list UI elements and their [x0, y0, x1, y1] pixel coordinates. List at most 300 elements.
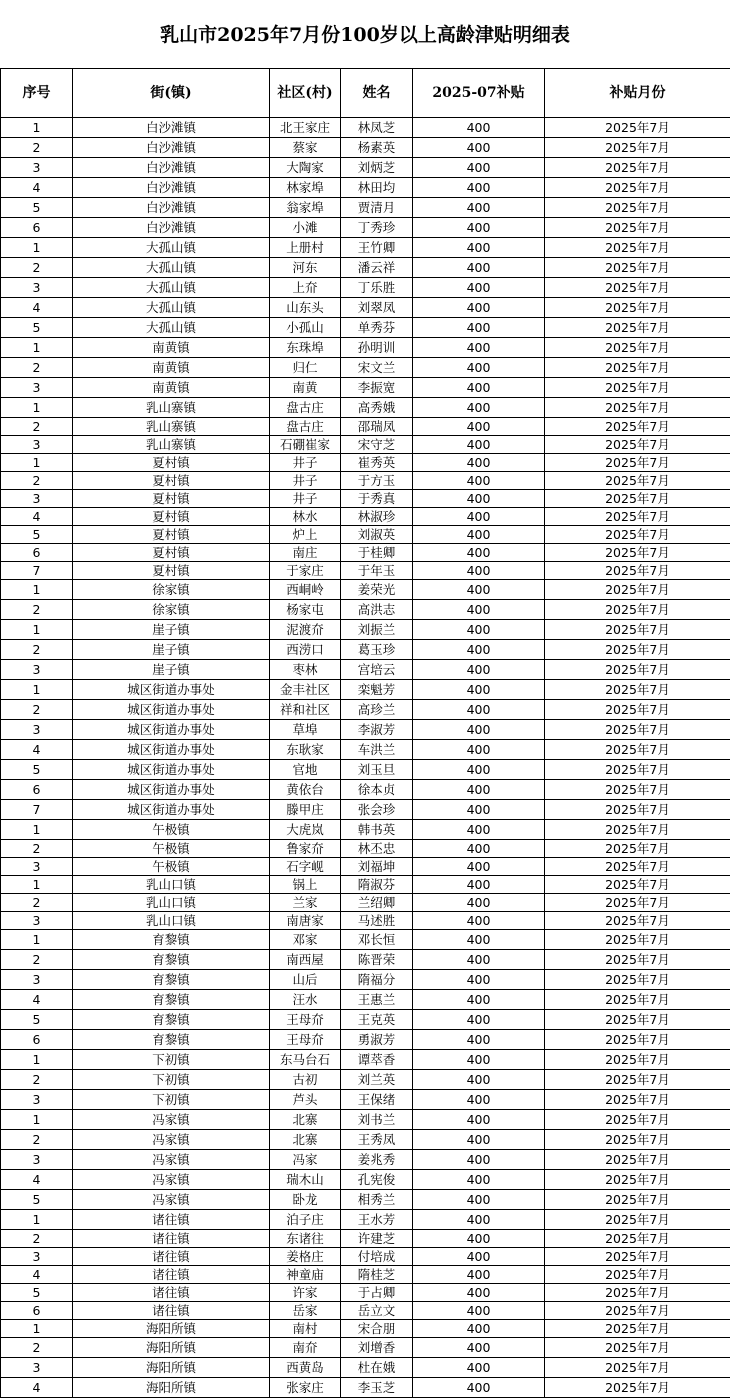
cell-subsidy: 400 — [413, 1110, 545, 1130]
table-row — [1, 800, 730, 820]
cell-name: 高洪志 — [341, 600, 413, 620]
cell-name: 姜荣光 — [341, 580, 413, 600]
cell-name: 宋文兰 — [341, 358, 413, 378]
table-row — [1, 218, 730, 238]
cell-no: 3 — [1, 1150, 73, 1170]
cell-village: 炉上 — [270, 526, 341, 544]
cell-no: 5 — [1, 1190, 73, 1210]
cell-subsidy: 400 — [413, 218, 545, 238]
cell-subsidy: 400 — [413, 1010, 545, 1030]
cell-town: 午极镇 — [73, 858, 270, 876]
cell-town: 南黄镇 — [73, 378, 270, 398]
cell-village: 林水 — [270, 508, 341, 526]
cell-village: 南黄 — [270, 378, 341, 398]
table-row — [1, 158, 730, 178]
cell-name: 林丕忠 — [341, 840, 413, 858]
cell-name: 李振宽 — [341, 378, 413, 398]
cell-name: 许建芝 — [341, 1230, 413, 1248]
cell-name: 于秀真 — [341, 490, 413, 508]
table-row — [1, 1210, 730, 1230]
cell-village: 小滩 — [270, 218, 341, 238]
table-row — [1, 950, 730, 970]
cell-subsidy: 400 — [413, 1070, 545, 1090]
cell-no: 2 — [1, 1230, 73, 1248]
cell-name: 于占卿 — [341, 1284, 413, 1302]
cell-subsidy: 400 — [413, 278, 545, 298]
cell-village: 冯家 — [270, 1150, 341, 1170]
table-row — [1, 760, 730, 780]
cell-name: 丁乐胜 — [341, 278, 413, 298]
cell-no: 7 — [1, 800, 73, 820]
table-row — [1, 472, 730, 490]
cell-village: 草埠 — [270, 720, 341, 740]
cell-month: 2025年7月 — [545, 660, 730, 680]
cell-village: 官地 — [270, 760, 341, 780]
cell-village: 南夼 — [270, 1338, 341, 1358]
cell-name: 丁秀珍 — [341, 218, 413, 238]
cell-village: 翁家埠 — [270, 198, 341, 218]
cell-name: 潘云祥 — [341, 258, 413, 278]
cell-town: 海阳所镇 — [73, 1320, 270, 1338]
cell-village: 北寨 — [270, 1110, 341, 1130]
table-row — [1, 700, 730, 720]
cell-name: 王竹卿 — [341, 238, 413, 258]
cell-subsidy: 400 — [413, 318, 545, 338]
cell-subsidy: 400 — [413, 526, 545, 544]
cell-town: 海阳所镇 — [73, 1378, 270, 1398]
cell-town: 诸往镇 — [73, 1248, 270, 1266]
cell-village: 盘古庄 — [270, 398, 341, 418]
cell-subsidy: 400 — [413, 1130, 545, 1150]
cell-month: 2025年7月 — [545, 780, 730, 800]
cell-name: 隋淑芬 — [341, 876, 413, 894]
cell-name: 林淑珍 — [341, 508, 413, 526]
cell-no: 2 — [1, 472, 73, 490]
cell-month: 2025年7月 — [545, 1090, 730, 1110]
cell-name: 宋合朋 — [341, 1320, 413, 1338]
cell-no: 3 — [1, 1248, 73, 1266]
cell-month: 2025年7月 — [545, 858, 730, 876]
cell-subsidy: 400 — [413, 600, 545, 620]
cell-subsidy: 400 — [413, 700, 545, 720]
table-row — [1, 580, 730, 600]
cell-town: 徐家镇 — [73, 580, 270, 600]
cell-subsidy: 400 — [413, 1150, 545, 1170]
table-row — [1, 1378, 730, 1398]
cell-village: 杨家屯 — [270, 600, 341, 620]
table-row — [1, 780, 730, 800]
cell-no: 2 — [1, 258, 73, 278]
cell-subsidy: 400 — [413, 780, 545, 800]
cell-village: 金丰社区 — [270, 680, 341, 700]
cell-town: 白沙滩镇 — [73, 198, 270, 218]
cell-month: 2025年7月 — [545, 1150, 730, 1170]
cell-month: 2025年7月 — [545, 378, 730, 398]
cell-village: 许家 — [270, 1284, 341, 1302]
cell-no: 1 — [1, 930, 73, 950]
cell-subsidy: 400 — [413, 1302, 545, 1320]
cell-subsidy: 400 — [413, 990, 545, 1010]
cell-month: 2025年7月 — [545, 526, 730, 544]
cell-no: 2 — [1, 700, 73, 720]
cell-month: 2025年7月 — [545, 398, 730, 418]
cell-village: 鲁家夼 — [270, 840, 341, 858]
cell-month: 2025年7月 — [545, 1130, 730, 1150]
cell-village: 石字岘 — [270, 858, 341, 876]
cell-town: 乳山寨镇 — [73, 418, 270, 436]
cell-name: 韩书英 — [341, 820, 413, 840]
header-month: 补贴月份 — [545, 69, 730, 118]
table-row — [1, 118, 730, 138]
cell-no: 3 — [1, 278, 73, 298]
cell-subsidy: 400 — [413, 158, 545, 178]
cell-month: 2025年7月 — [545, 1248, 730, 1266]
cell-no: 5 — [1, 1010, 73, 1030]
cell-town: 城区街道办事处 — [73, 740, 270, 760]
cell-no: 1 — [1, 454, 73, 472]
table-row — [1, 358, 730, 378]
cell-subsidy: 400 — [413, 1266, 545, 1284]
cell-subsidy: 400 — [413, 378, 545, 398]
cell-month: 2025年7月 — [545, 600, 730, 620]
cell-name: 陈晋荣 — [341, 950, 413, 970]
cell-village: 于家庄 — [270, 562, 341, 580]
cell-no: 7 — [1, 562, 73, 580]
cell-no: 2 — [1, 358, 73, 378]
cell-name: 付培成 — [341, 1248, 413, 1266]
cell-town: 大孤山镇 — [73, 278, 270, 298]
cell-no: 1 — [1, 580, 73, 600]
cell-subsidy: 400 — [413, 258, 545, 278]
cell-town: 城区街道办事处 — [73, 720, 270, 740]
cell-village: 枣林 — [270, 660, 341, 680]
header-no: 序号 — [1, 69, 73, 118]
cell-month: 2025年7月 — [545, 1050, 730, 1070]
cell-subsidy: 400 — [413, 930, 545, 950]
cell-town: 大孤山镇 — [73, 318, 270, 338]
table-row — [1, 562, 730, 580]
table-row — [1, 1320, 730, 1338]
table-row — [1, 258, 730, 278]
cell-no: 4 — [1, 1266, 73, 1284]
cell-month: 2025年7月 — [545, 740, 730, 760]
cell-no: 4 — [1, 1170, 73, 1190]
cell-subsidy: 400 — [413, 138, 545, 158]
cell-name: 孙明训 — [341, 338, 413, 358]
cell-name: 张会珍 — [341, 800, 413, 820]
cell-town: 育黎镇 — [73, 970, 270, 990]
cell-subsidy: 400 — [413, 418, 545, 436]
cell-no: 1 — [1, 1050, 73, 1070]
cell-village: 上夼 — [270, 278, 341, 298]
cell-town: 育黎镇 — [73, 1030, 270, 1050]
cell-month: 2025年7月 — [545, 1030, 730, 1050]
cell-name: 宫培云 — [341, 660, 413, 680]
cell-town: 城区街道办事处 — [73, 780, 270, 800]
cell-name: 隋福分 — [341, 970, 413, 990]
cell-name: 王保绪 — [341, 1090, 413, 1110]
table-row — [1, 1190, 730, 1210]
cell-subsidy: 400 — [413, 820, 545, 840]
cell-month: 2025年7月 — [545, 1010, 730, 1030]
cell-name: 刘淑英 — [341, 526, 413, 544]
header-town: 街(镇) — [73, 69, 270, 118]
cell-village: 泥渡夼 — [270, 620, 341, 640]
cell-village: 芦头 — [270, 1090, 341, 1110]
subsidy-table — [0, 68, 730, 1398]
cell-village: 井子 — [270, 490, 341, 508]
cell-town: 育黎镇 — [73, 950, 270, 970]
cell-subsidy: 400 — [413, 198, 545, 218]
table-row — [1, 318, 730, 338]
cell-no: 3 — [1, 1358, 73, 1378]
cell-month: 2025年7月 — [545, 178, 730, 198]
cell-no: 6 — [1, 1302, 73, 1320]
cell-name: 杨素英 — [341, 138, 413, 158]
cell-month: 2025年7月 — [545, 720, 730, 740]
table-row — [1, 1050, 730, 1070]
cell-no: 4 — [1, 508, 73, 526]
table-row — [1, 1338, 730, 1358]
cell-no: 1 — [1, 338, 73, 358]
cell-town: 诸往镇 — [73, 1284, 270, 1302]
cell-town: 冯家镇 — [73, 1150, 270, 1170]
sheet-title: 乳山市2025年7月份100岁以上高龄津贴明细表 — [160, 24, 570, 46]
cell-village: 井子 — [270, 454, 341, 472]
cell-month: 2025年7月 — [545, 970, 730, 990]
cell-no: 1 — [1, 118, 73, 138]
cell-month: 2025年7月 — [545, 760, 730, 780]
cell-month: 2025年7月 — [545, 472, 730, 490]
cell-subsidy: 400 — [413, 950, 545, 970]
cell-name: 李玉芝 — [341, 1378, 413, 1398]
cell-name: 于年玉 — [341, 562, 413, 580]
cell-town: 白沙滩镇 — [73, 218, 270, 238]
cell-no: 3 — [1, 720, 73, 740]
cell-subsidy: 400 — [413, 398, 545, 418]
cell-month: 2025年7月 — [545, 218, 730, 238]
cell-no: 2 — [1, 1070, 73, 1090]
table-row — [1, 820, 730, 840]
cell-town: 城区街道办事处 — [73, 800, 270, 820]
cell-month: 2025年7月 — [545, 894, 730, 912]
cell-town: 下初镇 — [73, 1090, 270, 1110]
cell-town: 乳山寨镇 — [73, 398, 270, 418]
table-row — [1, 1130, 730, 1150]
cell-month: 2025年7月 — [545, 418, 730, 436]
cell-no: 3 — [1, 1090, 73, 1110]
cell-village: 张家庄 — [270, 1378, 341, 1398]
cell-town: 诸往镇 — [73, 1230, 270, 1248]
cell-month: 2025年7月 — [545, 454, 730, 472]
cell-no: 3 — [1, 436, 73, 454]
table-row — [1, 298, 730, 318]
cell-town: 海阳所镇 — [73, 1338, 270, 1358]
cell-name: 刘书兰 — [341, 1110, 413, 1130]
cell-town: 诸往镇 — [73, 1266, 270, 1284]
cell-name: 王水芳 — [341, 1210, 413, 1230]
cell-no: 1 — [1, 398, 73, 418]
cell-month: 2025年7月 — [545, 118, 730, 138]
cell-name: 徐本贞 — [341, 780, 413, 800]
cell-no: 1 — [1, 876, 73, 894]
cell-subsidy: 400 — [413, 1210, 545, 1230]
cell-subsidy: 400 — [413, 840, 545, 858]
cell-subsidy: 400 — [413, 858, 545, 876]
table-row — [1, 930, 730, 950]
cell-village: 兰家 — [270, 894, 341, 912]
cell-village: 石硼崔家 — [270, 436, 341, 454]
cell-subsidy: 400 — [413, 800, 545, 820]
cell-village: 祥和社区 — [270, 700, 341, 720]
cell-town: 乳山口镇 — [73, 894, 270, 912]
cell-subsidy: 400 — [413, 740, 545, 760]
cell-village: 北寨 — [270, 1130, 341, 1150]
cell-name: 刘兰英 — [341, 1070, 413, 1090]
table-row — [1, 720, 730, 740]
cell-no: 4 — [1, 1378, 73, 1398]
cell-month: 2025年7月 — [545, 912, 730, 930]
cell-month: 2025年7月 — [545, 198, 730, 218]
cell-no: 3 — [1, 660, 73, 680]
cell-village: 瑞木山 — [270, 1170, 341, 1190]
cell-village: 王母夼 — [270, 1010, 341, 1030]
table-row — [1, 1302, 730, 1320]
cell-name: 刘增香 — [341, 1338, 413, 1358]
cell-name: 栾魁芳 — [341, 680, 413, 700]
table-row — [1, 970, 730, 990]
cell-name: 马述胜 — [341, 912, 413, 930]
cell-name: 岳立文 — [341, 1302, 413, 1320]
cell-month: 2025年7月 — [545, 1358, 730, 1378]
cell-no: 2 — [1, 1338, 73, 1358]
table-row — [1, 178, 730, 198]
cell-subsidy: 400 — [413, 640, 545, 660]
cell-name: 王惠兰 — [341, 990, 413, 1010]
cell-month: 2025年7月 — [545, 700, 730, 720]
table-row — [1, 1230, 730, 1248]
cell-town: 城区街道办事处 — [73, 700, 270, 720]
cell-town: 崖子镇 — [73, 640, 270, 660]
cell-month: 2025年7月 — [545, 358, 730, 378]
cell-town: 白沙滩镇 — [73, 138, 270, 158]
cell-month: 2025年7月 — [545, 490, 730, 508]
cell-town: 冯家镇 — [73, 1170, 270, 1190]
cell-no: 3 — [1, 158, 73, 178]
cell-subsidy: 400 — [413, 1338, 545, 1358]
cell-village: 岳家 — [270, 1302, 341, 1320]
cell-no: 2 — [1, 894, 73, 912]
cell-subsidy: 400 — [413, 680, 545, 700]
cell-subsidy: 400 — [413, 508, 545, 526]
cell-village: 上册村 — [270, 238, 341, 258]
cell-village: 西涝口 — [270, 640, 341, 660]
table-row — [1, 1010, 730, 1030]
cell-village: 井子 — [270, 472, 341, 490]
cell-month: 2025年7月 — [545, 640, 730, 660]
cell-town: 冯家镇 — [73, 1130, 270, 1150]
cell-month: 2025年7月 — [545, 800, 730, 820]
cell-month: 2025年7月 — [545, 238, 730, 258]
cell-village: 黄依台 — [270, 780, 341, 800]
cell-month: 2025年7月 — [545, 138, 730, 158]
cell-name: 刘玉旦 — [341, 760, 413, 780]
cell-name: 杜在娥 — [341, 1358, 413, 1378]
cell-town: 夏村镇 — [73, 490, 270, 508]
cell-month: 2025年7月 — [545, 820, 730, 840]
cell-no: 2 — [1, 138, 73, 158]
cell-name: 葛玉珍 — [341, 640, 413, 660]
cell-town: 城区街道办事处 — [73, 680, 270, 700]
table-row — [1, 1090, 730, 1110]
cell-no: 1 — [1, 620, 73, 640]
cell-subsidy: 400 — [413, 358, 545, 378]
cell-village: 南庄 — [270, 544, 341, 562]
cell-name: 邓长恒 — [341, 930, 413, 950]
cell-name: 林田均 — [341, 178, 413, 198]
table-row — [1, 278, 730, 298]
cell-town: 白沙滩镇 — [73, 118, 270, 138]
cell-town: 诸往镇 — [73, 1210, 270, 1230]
cell-month: 2025年7月 — [545, 1302, 730, 1320]
table-row — [1, 238, 730, 258]
cell-month: 2025年7月 — [545, 930, 730, 950]
cell-month: 2025年7月 — [545, 338, 730, 358]
table-row — [1, 894, 730, 912]
cell-subsidy: 400 — [413, 876, 545, 894]
table-row — [1, 660, 730, 680]
cell-month: 2025年7月 — [545, 990, 730, 1010]
cell-town: 徐家镇 — [73, 600, 270, 620]
cell-month: 2025年7月 — [545, 278, 730, 298]
table-row — [1, 1284, 730, 1302]
table-row — [1, 1170, 730, 1190]
cell-town: 海阳所镇 — [73, 1358, 270, 1378]
cell-no: 2 — [1, 418, 73, 436]
cell-name: 李淑芳 — [341, 720, 413, 740]
cell-town: 崖子镇 — [73, 660, 270, 680]
cell-name: 林凤芝 — [341, 118, 413, 138]
cell-town: 南黄镇 — [73, 358, 270, 378]
cell-no: 2 — [1, 840, 73, 858]
cell-no: 1 — [1, 238, 73, 258]
cell-town: 育黎镇 — [73, 930, 270, 950]
cell-village: 西黄岛 — [270, 1358, 341, 1378]
cell-month: 2025年7月 — [545, 620, 730, 640]
cell-village: 小孤山 — [270, 318, 341, 338]
cell-subsidy: 400 — [413, 580, 545, 600]
cell-month: 2025年7月 — [545, 1230, 730, 1248]
table-row — [1, 454, 730, 472]
cell-town: 夏村镇 — [73, 508, 270, 526]
cell-name: 邵瑞凤 — [341, 418, 413, 436]
cell-month: 2025年7月 — [545, 158, 730, 178]
cell-subsidy: 400 — [413, 298, 545, 318]
cell-name: 王克英 — [341, 1010, 413, 1030]
cell-month: 2025年7月 — [545, 1338, 730, 1358]
cell-month: 2025年7月 — [545, 436, 730, 454]
cell-village: 南唐家 — [270, 912, 341, 930]
cell-town: 大孤山镇 — [73, 298, 270, 318]
cell-village: 蔡家 — [270, 138, 341, 158]
cell-no: 5 — [1, 198, 73, 218]
cell-village: 山后 — [270, 970, 341, 990]
cell-month: 2025年7月 — [545, 950, 730, 970]
cell-subsidy: 400 — [413, 1358, 545, 1378]
cell-subsidy: 400 — [413, 338, 545, 358]
cell-town: 夏村镇 — [73, 544, 270, 562]
cell-town: 白沙滩镇 — [73, 178, 270, 198]
